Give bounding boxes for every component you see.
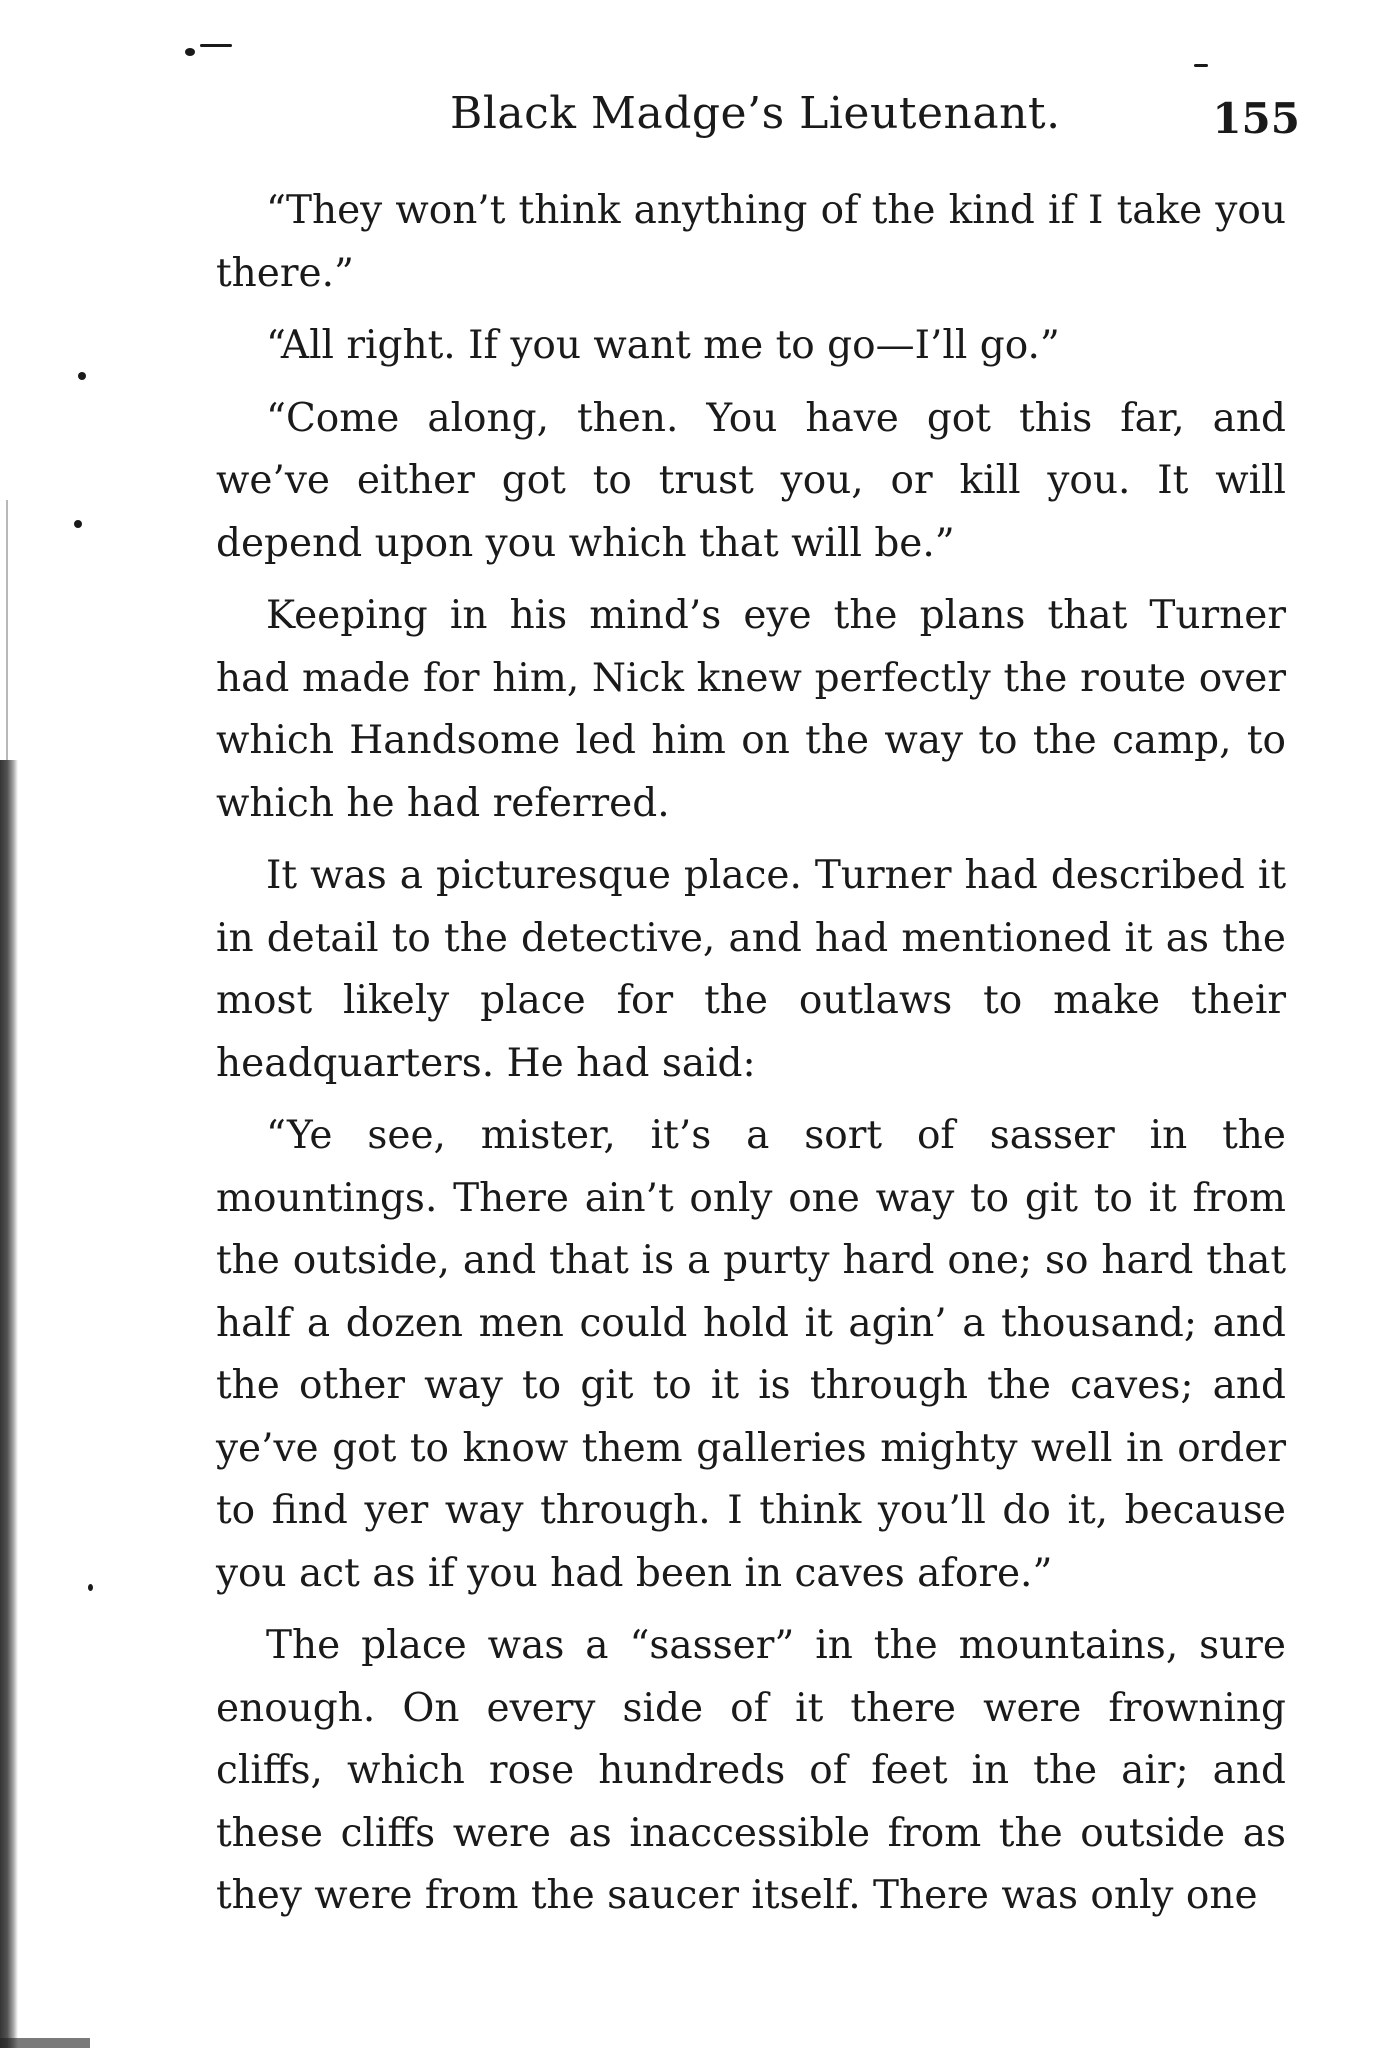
ink-speck bbox=[78, 372, 86, 380]
running-head bbox=[220, 88, 1300, 148]
paragraph: “Come along, then. You have got this far, and we’ve either got to trust you, or kill you. It will depend upon you which that will be.” bbox=[216, 395, 1286, 566]
binding-edge-line bbox=[6, 500, 8, 760]
ink-speck bbox=[200, 44, 232, 47]
running-title: Black Madge’s Lieutenant. bbox=[450, 88, 1061, 139]
ink-speck bbox=[1194, 64, 1208, 67]
paragraph: “They won’t think anything of the kind if I take you there.” bbox=[216, 188, 1286, 296]
ink-speck bbox=[185, 48, 195, 56]
page-corner-mark bbox=[0, 2038, 90, 2048]
paragraph: It was a picturesque place. Turner had described it in detail to the detective, and had mentioned it as the most likely place for the outlaws to make their headquarters. He had said: bbox=[216, 853, 1286, 1086]
binding-shadow bbox=[0, 760, 18, 2048]
paragraph: Keeping in his mind’s eye the plans that Turner had made for him, Nick knew perfectly the route over which Handsome led him on the way to the camp, to which he had referred. bbox=[216, 593, 1286, 826]
paragraph: The place was a “sasser” in the mountains, sure enough. On every side of it there were frowning cliffs, which rose hundreds of feet in the air; and these cliffs were as inaccessible from the outside as they were from the saucer itself. There was only one bbox=[216, 1623, 1286, 1918]
paragraph: “Ye see, mister, it’s a sort of sasser in the mountings. There ain’t only one way to git to it from the outside, and that is a purty hard one; so hard that half a dozen men could hold it agin’ a thousand; and the other way to git to it is through the caves; and ye’ve got to know them galleries mighty well in order to find yer way through. I think you’ll do it, because you act as if you had been in caves afore.” bbox=[216, 1113, 1286, 1596]
ink-speck bbox=[88, 1584, 93, 1591]
body-text bbox=[216, 180, 1286, 1938]
paragraph: “All right. If you want me to go—I’ll go.” bbox=[266, 323, 1060, 368]
ink-speck bbox=[74, 520, 82, 528]
page-number: 155 bbox=[1212, 94, 1300, 143]
